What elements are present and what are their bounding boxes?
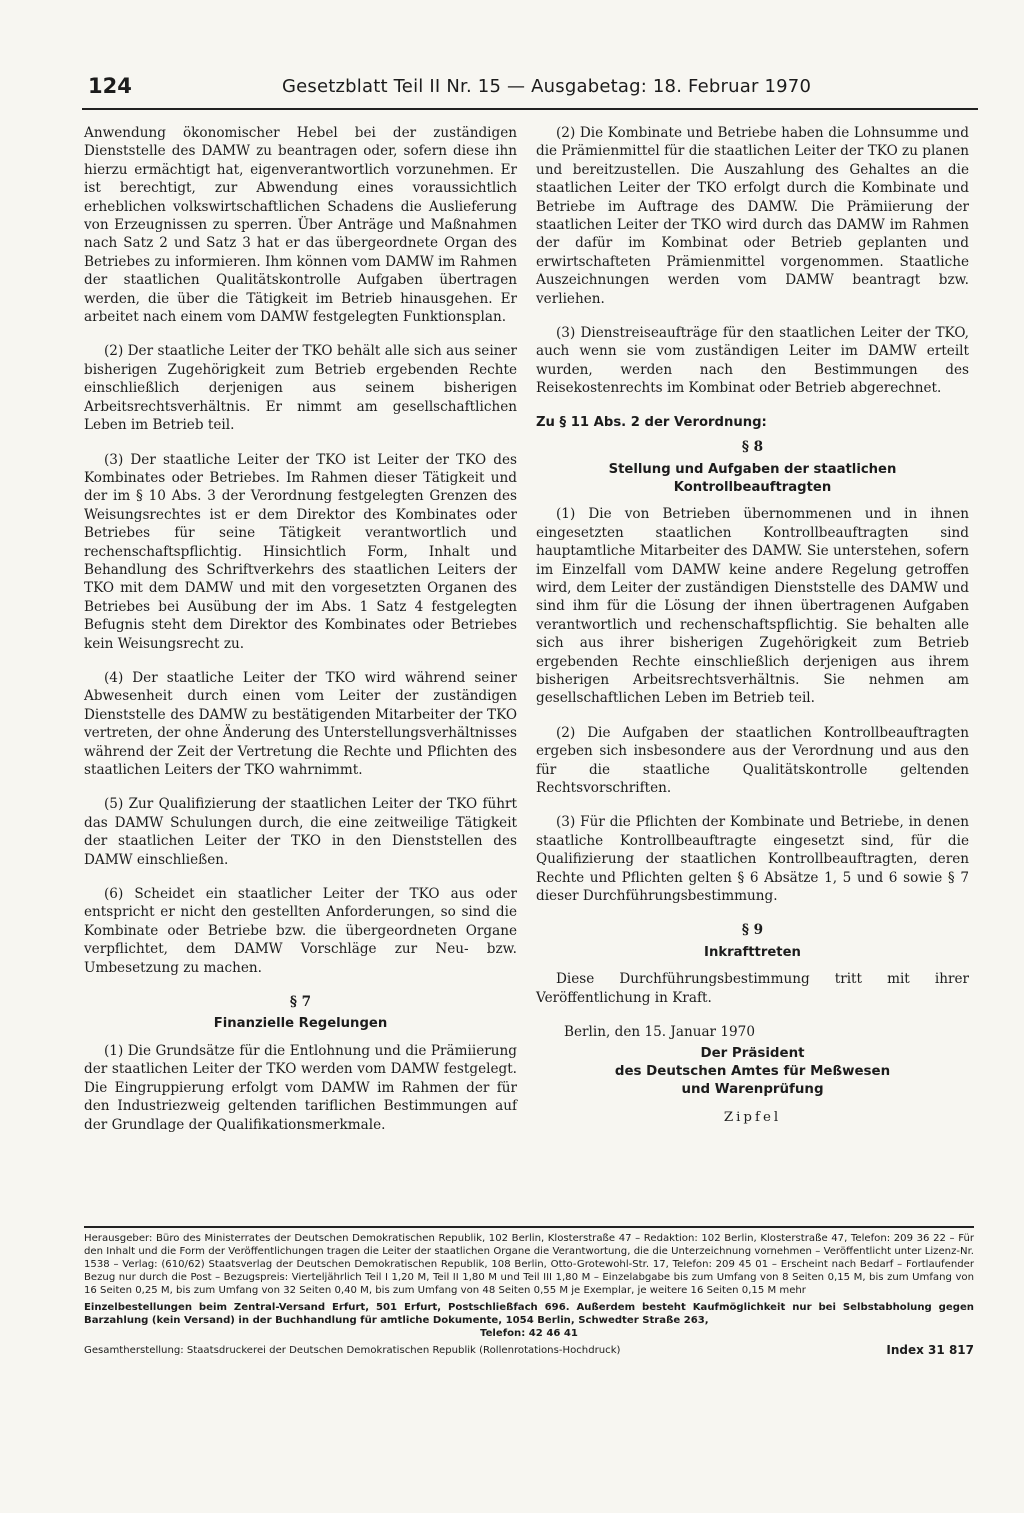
- paragraph-6-6: (6) Scheidet ein staatlicher Leiter der TKO aus oder entspricht er nicht den gestellten Anforderungen, so sind die Kombinate oder Betriebe bzw. die übergeordneten Organe verpflichtet, dem DAMW Vorschläge zur Neu- bzw. Umbesetzung zu machen.: [84, 886, 517, 976]
- imprint-footer: [84, 1226, 974, 1357]
- paragraph-8-1: (1) Die von Betrieben übernommenen und in ihnen eingesetzten staatlichen Kontrollbeauftragten sind hauptamtliche Mitarbeiter des DAMW. Sie unterstehen, sofern im Einzelfall vom DAMW keine andere Regelung getroffen wird, dem Leiter der zuständigen Dienststelle des DAMW und sind ihm für die Lösung der ihnen übertragenen Aufgaben verantwortlich und rechenschaftspflichtig. Sie behalten alle sich aus ihrer bisherigen Zugehörigkeit zum Betrieb ergebenden Rechte einschließlich derjenigen aus ihrem bisherigen Arbeitsrechtsverhältnis. Sie nehmen am gesellschaftlichen Leben im Betrieb teil.: [536, 506, 969, 707]
- signer-line-3: und Warenprüfung: [681, 1082, 824, 1098]
- index-number: Index 31 817: [886, 1343, 974, 1357]
- paragraph-7-2: (2) Die Kombinate und Betriebe haben die Lohnsumme und die Prämienmittel für die staatlichen Leiter der TKO zu planen und bereitzustellen. Die Auszahlung des Gehaltes an die staatlichen Leiter der TKO erfolgt durch die Kombinate und Betriebe im Auftrage des DAMW. Die Prämiierung der staatlichen Leiter der TKO wird durch das DAMW im Rahmen der dafür im Kombinat oder Betrieb geplanten und erwirtschafteten Prämienmittel vorgenommen. Staatliche Auszeichnungen werden vom DAMW beantragt bzw. verliehen.: [536, 125, 969, 307]
- signer-name: Zipfel: [723, 1110, 782, 1126]
- paragraph-8-2: (2) Die Aufgaben der staatlichen Kontrollbeauftragten ergeben sich insbesondere aus der Verordnung und aus den für die staatliche Qualitätskontrolle geltenden Rechtsvorschriften.: [536, 724, 969, 796]
- section-8-title: [536, 461, 969, 498]
- signer-line-1: Der Präsident: [700, 1046, 805, 1062]
- paragraph-6-3: (3) Der staatliche Leiter der TKO ist Leiter der TKO des Kombinates oder Betriebes. Im Rahmen dieser Tätigkeit und der im § 10 Abs. 3 der Verordnung festgelegten Grenzen des Weisungsrechtes ist er dem Direktor des Kombinates oder Betriebes für seine Tätigkeit verantwortlich und rechenschaftspflichtig. Hinsichtlich Form, Inhalt und Behandlung des Schriftverkehrs des staatlichen Leiters der TKO mit dem DAMW und mit den vorgesetzten Organen des Betriebes bei Ausübung der im Abs. 1 Satz 4 festgelegten Befugnis steht dem Direktor des Kombinates oder Betriebes kein Weisungsrecht zu.: [84, 451, 517, 652]
- paragraph-6-4: (4) Der staatliche Leiter der TKO wird während seiner Abwesenheit durch einen vom Leiter der zuständigen Dienststelle des DAMW zu bestätigenden Mitarbeiter der TKO vertreten, der ohne Änderung des Unterstellungsverhältnisses während der Zeit der Vertretung die Rechte und Pflichten des staatlichen Leiters der TKO wahrnimmt.: [84, 669, 517, 778]
- right-column: [536, 124, 969, 1128]
- section-7-number: § 7: [289, 994, 312, 1011]
- left-column: [84, 124, 517, 1150]
- place-date: Berlin, den 15. Januar 1970: [564, 1024, 755, 1041]
- section-9-title: Inkrafttreten: [704, 944, 801, 960]
- orders-info: [84, 1301, 974, 1340]
- paragraph-6-5: (5) Zur Qualifizierung der staatlichen Leiter der TKO führt das DAMW Schulungen durch, die eine zeitweilige Tätigkeit der staatlichen Leiter der TKO in den Dienststellen des DAMW einschließen.: [84, 796, 517, 868]
- orders-phone: Telefon: 42 46 41: [480, 1328, 578, 1339]
- printer-info: Gesamtherstellung: Staatsdruckerei der Deutschen Demokratischen Republik (Rollenrotations-Hochdruck): [84, 1345, 621, 1356]
- signer-line-2: des Deutschen Amtes für Meßwesen: [614, 1064, 891, 1080]
- section-8-number: § 8: [741, 439, 764, 456]
- signer-block: [536, 1045, 969, 1099]
- paragraph-8-3: (3) Für die Pflichten der Kombinate und Betriebe, in denen staatliche Kontrollbeauftragte eingesetzt sind, für die Qualifizierung der staatlichen Kontrollbeauftragten, deren Rechte und Pflichten gelten § 6 Absätze 1, 5 und 6 sowie § 7 dieser Durchführungsbestimmung.: [536, 814, 969, 905]
- publisher-info: Herausgeber: Büro des Ministerrates der Deutschen Demokratischen Republik, 102 Berlin, Klosterstraße 47 – Redaktion: 102 Berlin, Klosterstraße 47, Telefon: 209 36 22 – Für den Inhalt und die Form der Veröffentlichungen tragen die Leiter der staatlichen Organe die Verantwortung, die die Unterzeichnung vornehmen – Veröffentlicht unter Lizenz-Nr. 1538 – Verlag: (610/62) Staatsverlag der Deutschen Demokratischen Republik, 108 Berlin, Otto-Grotewohl-Str. 17, Telefon: 209 45 01 – Erscheint nach Bedarf – Fortlaufender Bezug nur durch die Post – Bezugspreis: Vierteljährlich Teil I 1,20 M, Teil II 1,80 M und Teil III 1,80 M – Einzelabgabe bis zum Umfang von 8 Seiten 0,15 M, bis zum Umfang von 16 Seiten 0,25 M, bis zum Umfang von 32 Seiten 0,40 M, bis zum Umfang von 48 Seiten 0,55 M je Exemplar, je weitere 16 Seiten 0,15 M mehr: [84, 1233, 974, 1296]
- paragraph-continued: Anwendung ökonomischer Hebel bei der zuständigen Dienststelle des DAMW zu beantragen oder, sofern diese ihn hierzu ermächtigt hat, eigenverantwortlich vorzunehmen. Er ist berechtigt, zur Abwendung eines voraussichtlich erheblichen volkswirtschaftlichen Schadens die Auslieferung von Erzeugnissen zu sperren. Über Anträge und Maßnahmen nach Satz 2 und Satz 3 hat er das übergeordnete Organ des Betriebes zu informieren. Ihm können vom DAMW im Rahmen der staatlichen Qualitätskontrolle Aufgaben übertragen werden, die über die Tätigkeit im Betrieb hinausgehen. Er arbeitet nach einem vom DAMW festgelegten Funktionsplan.: [84, 125, 517, 326]
- section-8-title-line-2: Kontrollbeauftragten: [673, 479, 832, 495]
- section-9-number: § 9: [741, 922, 764, 939]
- page-header: [82, 68, 978, 110]
- section-8-title-line-1: Stellung und Aufgaben der staatlichen: [608, 461, 897, 477]
- paragraph-7-3: (3) Dienstreiseaufträge für den staatlichen Leiter der TKO, auch wenn sie vom zuständigen Leiter im DAMW erteilt wurden, werden nach den Bestimmungen des Reisekostenrechts im Kombinat oder Betrieb abgerechnet.: [536, 325, 969, 397]
- zu-heading: Zu § 11 Abs. 2 der Verordnung:: [536, 414, 767, 430]
- orders-text: Einzelbestellungen beim Zentral-Versand Erfurt, 501 Erfurt, Postschließfach 696. Außerdem besteht Kaufmöglichkeit nur bei Selbstabholung gegen Barzahlung (kein Versand) in der Buchhandlung für amtliche Dokumente, 1054 Berlin, Schwedter Straße 263,: [84, 1302, 974, 1326]
- page-number: 124: [88, 74, 132, 98]
- header-title: Gesetzblatt Teil II Nr. 15 — Ausgabetag: 18. Februar 1970: [282, 76, 812, 97]
- paragraph-7-1: (1) Die Grundsätze für die Entlohnung und die Prämiierung der staatlichen Leiter der TKO werden vom DAMW festgelegt. Die Eingruppierung erfolgt vom DAMW im Rahmen der für den Industriezweig geltenden tariflichen Bestimmungen auf der Grundlage der Qualifikationsmerkmale.: [84, 1042, 517, 1133]
- paragraph-6-2: (2) Der staatliche Leiter der TKO behält alle sich aus seiner bisherigen Zugehörigkeit zum Betrieb ergebenden Rechte einschließlich derjenigen aus seinem bisherigen Arbeitsrechtsverhältnis. Er nimmt am gesellschaftlichen Leben im Betrieb teil.: [84, 343, 517, 434]
- section-7-title: Finanzielle Regelungen: [213, 1016, 388, 1032]
- paragraph-9: Diese Durchführungsbestimmung tritt mit ihrer Veröffentlichung in Kraft.: [536, 971, 969, 1006]
- footer-last-line: [84, 1344, 974, 1357]
